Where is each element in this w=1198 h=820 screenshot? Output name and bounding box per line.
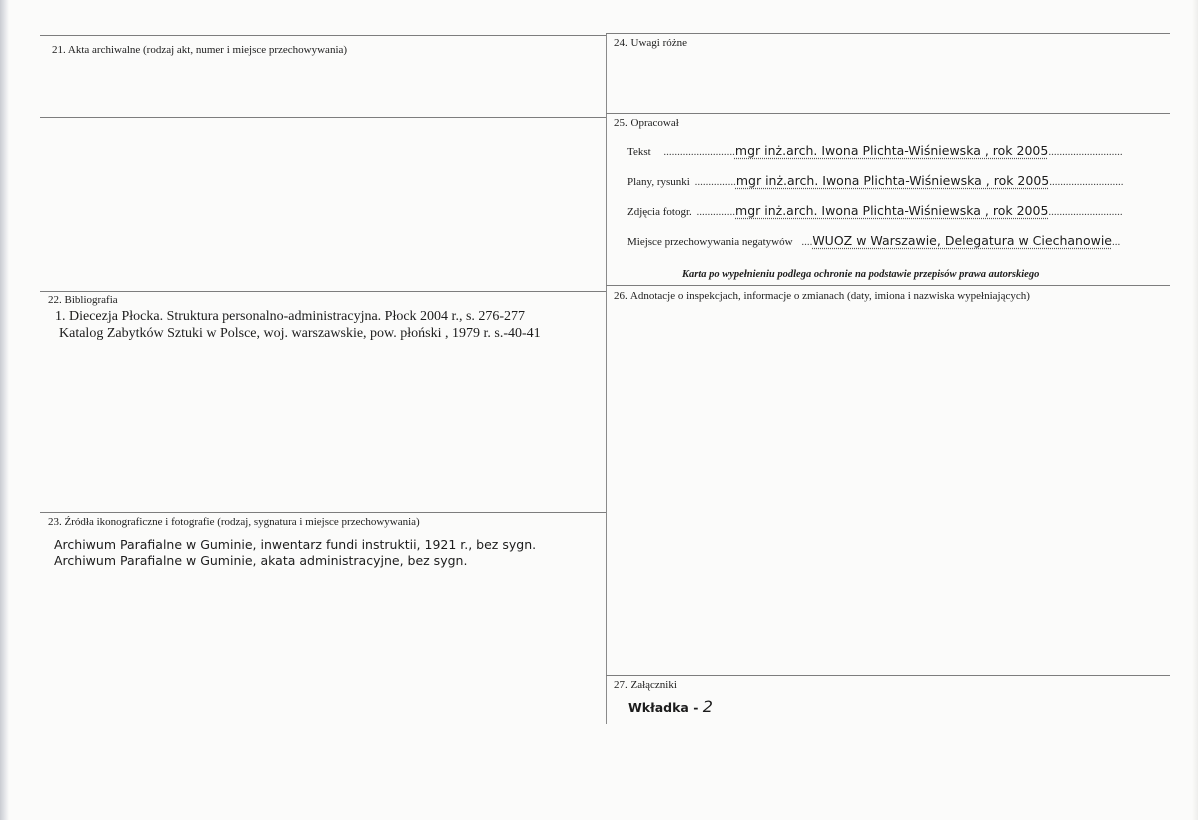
author-row-plans [627, 173, 1124, 190]
divider-24-25 [606, 113, 1170, 114]
dot-leader: ........................... [1048, 206, 1123, 218]
section-25-label: 25. Opracował [614, 117, 679, 129]
bibliography-line-2: Katalog Zabytków Sztuki w Polsce, woj. warszawskie, pow. płoński , 1979 r. s.-40-41 [59, 326, 541, 341]
section-23-label: 23. Źródła ikonograficzne i fotografie (rodzaj, sygnatura i miejsce przechowywania) [48, 516, 420, 528]
author-row-text [627, 143, 1123, 160]
section-26-label: 26. Adnotacje o inspekcjach, informacje o zmianach (daty, imiona i nazwiska wypełniających) [614, 290, 1030, 302]
divider-26-27 [606, 675, 1170, 676]
scan-edge-left [0, 0, 9, 820]
author-row-photos [627, 203, 1123, 220]
author-row-value: WUOZ w Warszawie, Delegatura w Ciechanowie [812, 233, 1112, 248]
scan-edge-right [1168, 0, 1198, 820]
dot-leader: ... [1112, 236, 1121, 248]
dot-leader: ........................... [1048, 146, 1123, 158]
author-row-value: mgr inż.arch. Iwona Plichta-Wiśniewska , rok 2005 [735, 173, 1050, 188]
iconography-line-1: Archiwum Parafialne w Guminie, inwentarz fundi instruktii, 1921 r., bez sygn. [54, 537, 537, 552]
section-21-label: 21. Akta archiwalne (rodzaj akt, numer i miejsce przechowywania) [52, 44, 348, 56]
top-border-left [40, 35, 606, 36]
section-24-label: 24. Uwagi różne [614, 37, 688, 49]
divider-21-22 [40, 291, 606, 292]
copyright-note: Karta po wypełnieniu podlega ochronie na podstawie przepisów prawa autorskiego [682, 269, 1040, 280]
author-row-negatives [627, 233, 1120, 250]
author-row-value: mgr inż.arch. Iwona Plichta-Wiśniewska , rok 2005 [735, 203, 1049, 218]
attachments-value [628, 699, 713, 716]
dot-leader: .............. [696, 206, 736, 218]
bibliography-line-1: 1. Diecezja Płocka. Struktura personalno-administracyjna. Płock 2004 r., s. 276-277 [55, 309, 526, 324]
top-border-right [606, 33, 1170, 34]
iconography-line-2: Archiwum Parafialne w Guminie, akata administracyjne, bez sygn. [54, 553, 468, 568]
attachments-text: Wkładka - [628, 700, 699, 715]
section-22-label: 22. Bibliografia [48, 294, 118, 306]
dot-leader: ............... [694, 176, 736, 188]
section-27-label: 27. Załączniki [614, 679, 677, 691]
author-row-label: Miejsce przechowywania negatywów [627, 236, 793, 248]
column-divider [606, 34, 607, 724]
divider-25-26 [606, 285, 1170, 286]
dot-leader: .......................... [663, 146, 735, 158]
divider-22-23 [40, 512, 606, 513]
author-row-label: Plany, rysunki [627, 176, 690, 188]
author-row-label: Tekst [627, 146, 651, 158]
dot-leader: ........................... [1049, 176, 1124, 188]
author-row-value: mgr inż.arch. Iwona Plichta-Wiśniewska , rok 2005 [734, 143, 1049, 158]
author-row-label: Zdjęcia fotogr. [627, 206, 692, 218]
dot-leader: .... [801, 236, 813, 248]
attachments-handwritten-number: 2 [702, 697, 713, 716]
divider-21-left [40, 117, 606, 118]
